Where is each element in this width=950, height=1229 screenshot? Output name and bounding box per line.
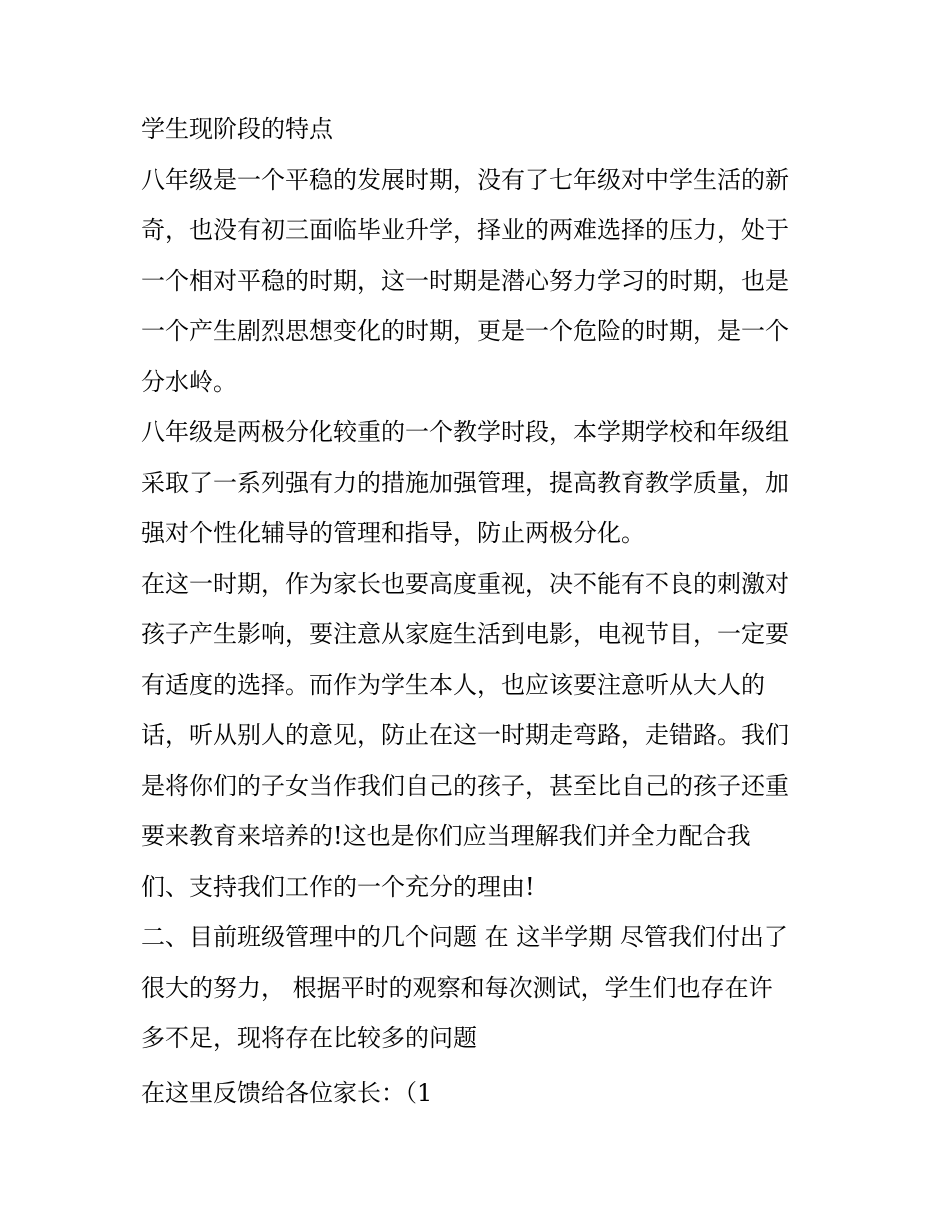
text-line: 八年级是一个平稳的发展时期，没有了七年级对中学生活的新 [141, 166, 789, 194]
text-line: 孩子产生影响，要注意从家庭生活到电影，电视节目，一定要 [141, 620, 789, 648]
text-line: 一个产生剧烈思想变化的时期，更是一个危险的时期，是一个 [141, 317, 789, 345]
text-line: 奇，也没有初三面临毕业升学，择业的两难选择的压力，处于 [141, 216, 789, 244]
text-line: 八年级是两极分化较重的一个教学时段，本学期学校和年级组 [141, 418, 789, 446]
text-line: 有适度的选择。而作为学生本人，也应该要注意听从大人的 [141, 671, 765, 699]
text-line: 们、支持我们工作的一个充分的理由! [141, 873, 535, 901]
text-line: 采取了一系列强有力的措施加强管理，提高教育教学质量，加 [141, 469, 789, 497]
text-line: 在这里反馈给各位家长：（1 [141, 1079, 433, 1107]
text-line: 强对个性化辅导的管理和指导，防止两极分化。 [141, 519, 645, 547]
text-line: 学生现阶段的特点 [141, 115, 333, 143]
text-line: 在这一时期，作为家长也要高度重视，决不能有不良的刺激对 [141, 570, 789, 598]
text-line: 一个相对平稳的时期，这一时期是潜心努力学习的时期，也是 [141, 267, 789, 295]
text-line: 是将你们的子女当作我们自己的孩子，甚至比自己的孩子还重 [141, 772, 789, 800]
text-line: 分水岭。 [141, 368, 237, 396]
text-line: 二、目前班级管理中的几个问题 在 这半学期 尽管我们付出了 [141, 923, 788, 951]
text-line: 要来教育来培养的!这也是你们应当理解我们并全力配合我 [141, 822, 751, 850]
text-line: 话，听从别人的意见，防止在这一时期走弯路，走错路。我们 [141, 721, 789, 749]
text-line: 多不足，现将存在比较多的问题 [141, 1024, 477, 1052]
text-line: 很大的努力， 根据平时的观察和每次测试，学生们也存在许 [141, 974, 773, 1002]
